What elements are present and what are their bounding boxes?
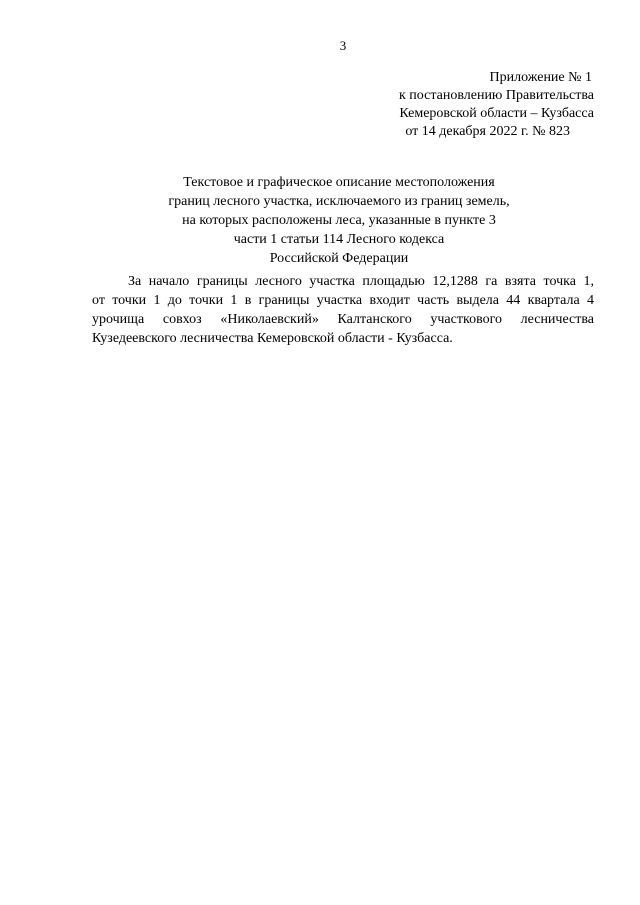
appendix-block	[330, 69, 594, 141]
body-paragraph	[92, 272, 594, 348]
page-number: 3	[339, 38, 347, 53]
appendix-date: от 14 декабря 2022 г. № 823	[405, 124, 570, 139]
body-line: Кузедеевского лесничества Кемеровской области - Кузбасса.	[92, 331, 453, 346]
appendix-title: Приложение № 1	[489, 70, 592, 85]
appendix-resolution: к постановлению Правительства	[398, 88, 594, 103]
document-title	[50, 173, 628, 268]
title-line: части 1 статьи 114 Лесного кодекса	[233, 232, 445, 247]
body-line: урочища совхоз «Николаевский» Калтанского участкового лесничества	[92, 312, 594, 327]
title-line: Российской Федерации	[269, 251, 409, 266]
title-line: Текстовое и графическое описание местоположения	[183, 175, 495, 190]
body-line: За начало границы лесного участка площадью 12,1288 га взята точка 1,	[128, 274, 594, 289]
title-line: границ лесного участка, исключаемого из границ земель,	[168, 194, 510, 209]
appendix-region: Кемеровской области – Кузбасса	[399, 106, 594, 121]
body-line: от точки 1 до точки 1 в границы участка входит часть выдела 44 квартала 4	[92, 293, 594, 308]
title-line: на которых расположены леса, указанные в пункте 3	[182, 213, 496, 228]
